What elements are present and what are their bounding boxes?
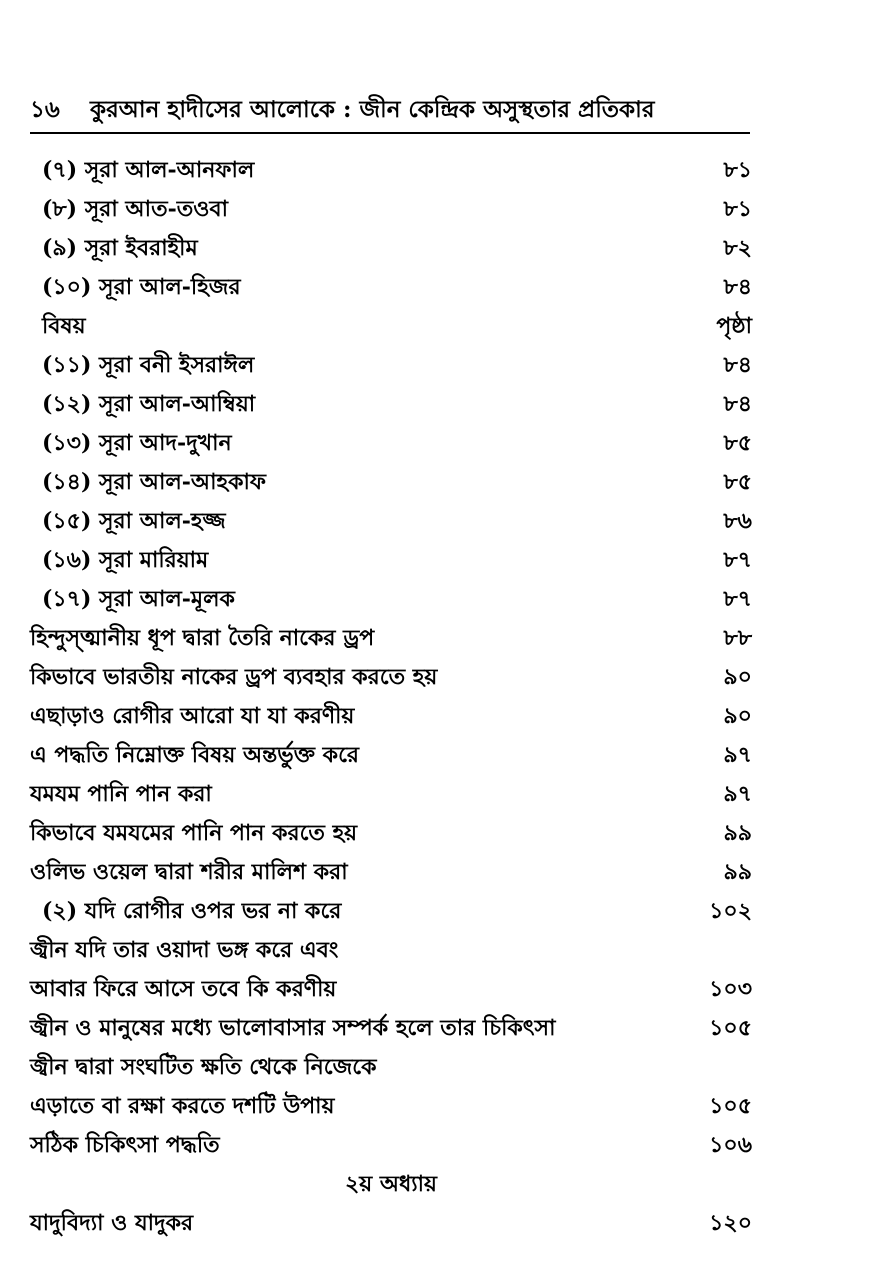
toc-entry [30, 698, 752, 737]
toc-entry-page: ১০২ [709, 898, 752, 924]
toc-entry [30, 191, 752, 230]
toc-entry-title: যাদুবিদ্যা ও যাদুকর [30, 1210, 194, 1236]
toc-entry-page: ৯৯ [723, 820, 752, 846]
toc-entry [30, 269, 752, 308]
toc-entry [30, 854, 752, 893]
toc-entry [30, 464, 752, 503]
toc-entry-title: যমযম পানি পান করা [30, 781, 212, 807]
toc-entry [30, 620, 752, 659]
toc-entry-title: জ্বীন যদি তার ওয়াদা ভঙ্গ করে এবং [30, 937, 339, 963]
toc-entry-page: ৮১ [723, 196, 752, 222]
toc-entry [30, 815, 752, 854]
toc-entry-title: ওলিভ ওয়েল দ্বারা শরীর মালিশ করা [30, 859, 348, 885]
toc-entry-title: এছাড়াও রোগীর আরো যা যা করণীয় [30, 703, 355, 729]
toc-entry-page: ১০৫ [709, 1093, 752, 1119]
toc-entry-title: কিভাবে যমযমের পানি পান করতে হয় [30, 820, 358, 846]
toc-entry-page: ৯০ [723, 664, 752, 690]
toc-entry-page: পৃষ্ঠা [716, 313, 752, 339]
header-book-title: কুরআন হাদীসের আলোকে : জীন কেন্দ্রিক অসুস্থতার প্রতিকার [90, 96, 655, 123]
toc-entry [30, 1088, 752, 1127]
toc-entry-page: ১২০ [709, 1210, 752, 1236]
header-page-number: ১৬ [30, 96, 60, 123]
toc-entry-page: ৮৫ [723, 469, 752, 495]
toc-entry [30, 932, 752, 971]
toc-entry-page: ১০৫ [709, 1015, 752, 1041]
toc-entry-title: (২) যদি রোগীর ওপর ভর না করে [42, 898, 342, 924]
toc-entry-title: জ্বীন ও মানুষের মধ্যে ভালোবাসার সম্পর্ক হলে তার চিকিৎসা [30, 1015, 556, 1041]
toc-entry [30, 503, 752, 542]
toc-entry-title: এ পদ্ধতি নিম্নোক্ত বিষয় অন্তর্ভুক্ত করে [30, 742, 360, 768]
toc-entry-page: ১০৩ [709, 976, 752, 1002]
toc-entry-title: (৯) সূরা ইবরাহীম [42, 235, 198, 261]
toc-entry-page: ৮৭ [723, 547, 752, 573]
toc-entry-page: ৮৮ [723, 625, 752, 651]
toc-entry-title: (১৪) সূরা আল-আহকাফ [42, 469, 266, 495]
toc-entry [30, 308, 752, 347]
toc-entry [30, 425, 752, 464]
table-of-contents [30, 152, 752, 1244]
toc-entry-page: ৮২ [723, 235, 752, 261]
toc-entry [30, 1010, 752, 1049]
toc-entry-page: ৯৯ [723, 859, 752, 885]
toc-entry-title: (১৫) সূরা আল-হজ্জ [42, 508, 226, 534]
toc-entry [30, 1205, 752, 1244]
toc-entry-title: (৭) সূরা আল-আনফাল [42, 157, 255, 183]
toc-entry-page: ১০৬ [709, 1132, 752, 1158]
running-header [30, 96, 750, 134]
toc-entry [30, 347, 752, 386]
toc-entry-title: এড়াতে বা রক্ষা করতে দশটি উপায় [30, 1093, 335, 1119]
toc-entry-title: কিভাবে ভারতীয় নাকের ড্রপ ব্যবহার করতে হয় [30, 664, 438, 690]
toc-entry-title: (১০) সূরা আল-হিজর [42, 274, 241, 300]
toc-entry [30, 152, 752, 191]
toc-entry-title: আবার ফিরে আসে তবে কি করণীয় [30, 976, 337, 1002]
toc-entry-page: ৯৭ [723, 781, 752, 807]
toc-entry-page: ৮৪ [723, 274, 752, 300]
toc-entry-page: ৮৪ [723, 391, 752, 417]
toc-entry-page: ৮১ [723, 157, 752, 183]
toc-entry-title: বিষয় [42, 313, 86, 339]
toc-entry-title: (৮) সূরা আত-তওবা [42, 196, 229, 222]
toc-entry-page: ৮৪ [723, 352, 752, 378]
chapter-heading: ২য় অধ্যায় [344, 1171, 438, 1197]
toc-entry-title: সঠিক চিকিৎসা পদ্ধতি [30, 1132, 220, 1158]
toc-entry-title: (১৬) সূরা মারিয়াম [42, 547, 209, 573]
toc-entry [30, 1049, 752, 1088]
toc-entry [30, 386, 752, 425]
toc-entry [30, 1127, 752, 1166]
toc-entry-title: (১১) সূরা বনী ইসরাঈল [42, 352, 255, 378]
toc-entry-title: (১৩) সূরা আদ-দুখান [42, 430, 232, 456]
toc-entry [30, 659, 752, 698]
toc-entry-page: ৮৭ [723, 586, 752, 612]
toc-entry [30, 737, 752, 776]
toc-entry [30, 971, 752, 1010]
toc-entry-title: (১৭) সূরা আল-মূলক [42, 586, 235, 612]
toc-entry-title: (১২) সূরা আল-আম্বিয়া [42, 391, 256, 417]
toc-entry-title: হিন্দুস্ত্মানীয় ধূপ দ্বারা তৈরি নাকের ড্রপ [30, 625, 375, 651]
toc-entry [30, 581, 752, 620]
toc-entry-title: জ্বীন দ্বারা সংঘটিত ক্ষতি থেকে নিজেকে [30, 1054, 377, 1080]
toc-entry-page: ৯০ [723, 703, 752, 729]
toc-entry [30, 893, 752, 932]
toc-entry-page: ৮৫ [723, 430, 752, 456]
toc-entry [30, 776, 752, 815]
toc-entry [30, 230, 752, 269]
toc-entry [30, 542, 752, 581]
toc-entry-page: ৮৬ [723, 508, 752, 534]
toc-entry-page: ৯৭ [723, 742, 752, 768]
